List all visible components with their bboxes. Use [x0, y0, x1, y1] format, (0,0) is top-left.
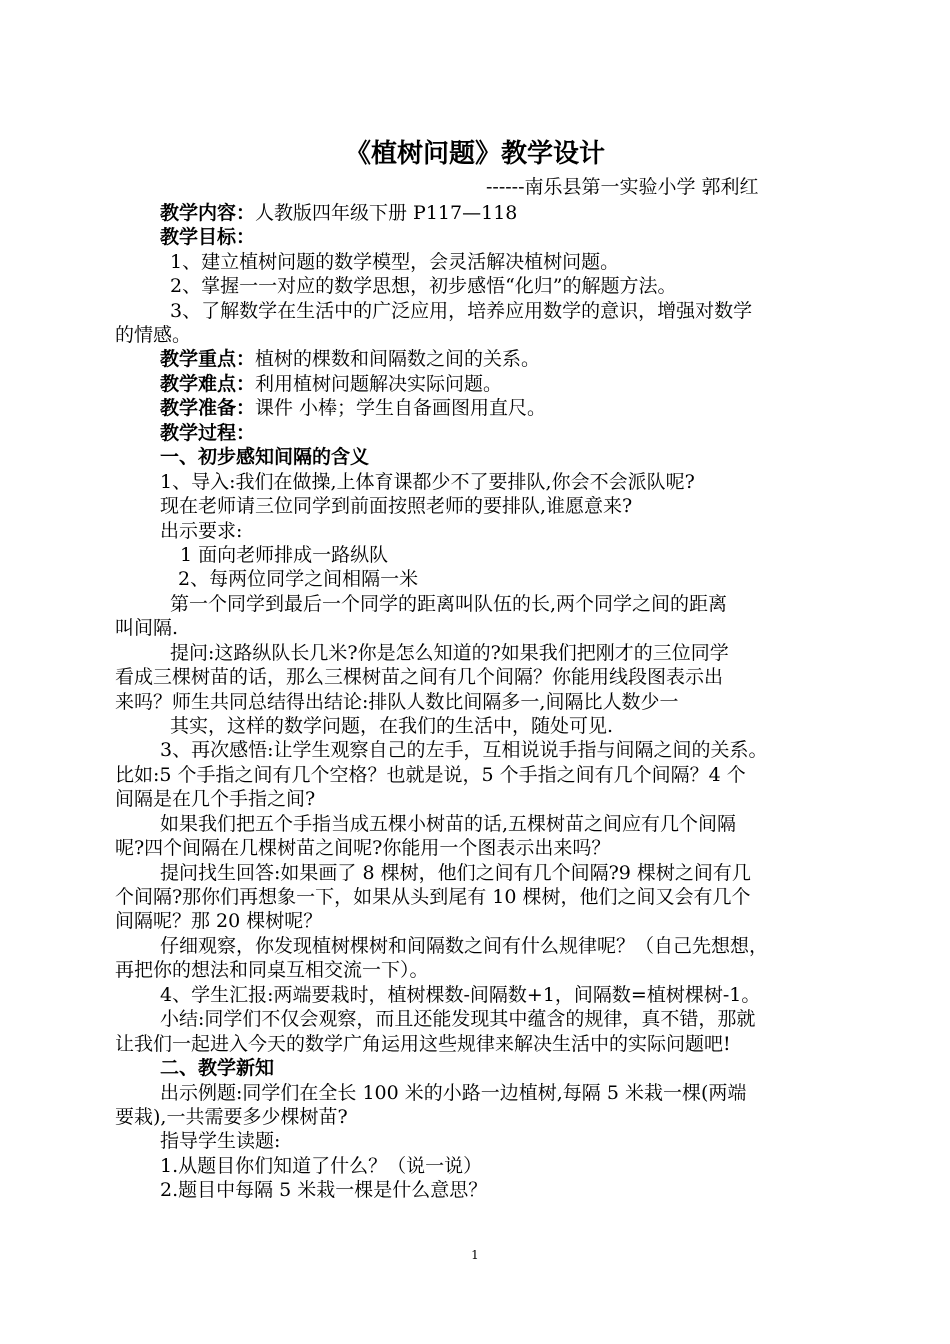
paragraph-line: 再把你的想法和同桌互相交流一下）。: [115, 959, 429, 981]
key-point-value: 植树的棵数和间隔数之间的关系。: [255, 348, 541, 370]
paragraph-line: 现在老师请三位同学到前面按照老师的要排队,谁愿意来?: [160, 495, 633, 517]
goal-2: 2、掌握一一对应的数学思想，初步感悟“化归”的解题方法。: [170, 275, 677, 297]
paragraph-line: 提问:这路纵队长几米?你是怎么知道的?如果我们把刚才的三位同学: [170, 642, 729, 664]
goals-heading: 教学目标：: [160, 226, 256, 248]
paragraph-line: 出示例题:同学们在全长 100 米的小路一边植树,每隔 5 米栽一棵(两端: [160, 1082, 747, 1104]
paragraph-line: 第一个同学到最后一个同学的距离叫队伍的长,两个同学之间的距离: [170, 593, 728, 615]
paragraph-line: 来吗？师生共同总结得出结论:排队人数比间隔多一,间隔比人数少一: [115, 691, 679, 713]
paragraph-line: 指导学生读题:: [160, 1130, 281, 1152]
paragraph-line: 出示要求:: [160, 520, 243, 542]
requirement-1: 1 面向老师排成一路纵队: [180, 544, 389, 566]
content-label: 教学内容：: [160, 202, 256, 224]
paragraph-line: 提问找生回答:如果画了 8 棵树，他们之间有几个间隔?9 棵树之间有几: [160, 862, 751, 884]
paragraph-line: 让我们一起进入今天的数学广角运用这些规律来解决生活中的实际问题吧!: [115, 1033, 731, 1055]
document-title: 《植树问题》教学设计: [344, 139, 605, 169]
paragraph-line: 比如:5 个手指之间有几个空格？也就是说，5 个手指之间有几个间隔？4 个: [115, 764, 746, 786]
preparation-line: [160, 396, 890, 420]
paragraph-line: 看成三棵树苗的话，那么三棵树苗之间有几个间隔？你能用线段图表示出: [115, 666, 724, 688]
author-line: ------南乐县第一实验小学 郭利红: [486, 176, 759, 198]
paragraph-line: 小结:同学们不仅会观察，而且还能发现其中蕴含的规律，真不错，那就: [160, 1008, 756, 1030]
paragraph-line: 要栽),一共需要多少棵树苗?: [115, 1106, 348, 1128]
paragraph-line: 个间隔?那你们再想象一下，如果从头到尾有 10 棵树，他们之间又会有几个: [115, 886, 751, 908]
process-heading: 教学过程：: [160, 422, 256, 444]
key-point-line: [160, 347, 890, 371]
paragraph-line: 1.从题目你们知道了什么？（说一说）: [160, 1155, 483, 1177]
content-line: [160, 201, 890, 225]
paragraph-line: 4、学生汇报:两端要栽时，植树棵数-间隔数+1，间隔数=植树棵树-1。: [160, 984, 761, 1006]
goal-3-line-1: 3、了解数学在生活中的广泛应用，培养应用数学的意识，增强对数学: [170, 300, 753, 322]
preparation-value: 课件 小棒；学生自备画图用直尺。: [255, 397, 547, 419]
goal-1: 1、建立植树问题的数学模型，会灵活解决植树问题。: [170, 251, 620, 273]
key-point-label: 教学重点：: [160, 348, 256, 370]
paragraph-line: 如果我们把五个手指当成五棵小树苗的话,五棵树苗之间应有几个间隔: [160, 813, 737, 835]
paragraph-line: 仔细观察，你发现植树棵树和间隔数之间有什么规律呢？（自己先想想，: [160, 935, 769, 957]
content-value: 人教版四年级下册 P117—118: [255, 202, 518, 224]
preparation-label: 教学准备：: [160, 397, 256, 419]
paragraph-line: 2.题目中每隔 5 米栽一棵是什么意思？: [160, 1179, 488, 1201]
difficulty-value: 利用植树问题解决实际问题。: [255, 373, 503, 395]
difficulty-label: 教学难点：: [160, 373, 256, 395]
paragraph-line: 3、再次感悟:让学生观察自己的左手，互相说说手指与间隔之间的关系。: [160, 739, 768, 761]
paragraph-line: 呢?四个间隔在几棵树苗之间呢?你能用一个图表示出来吗？: [115, 837, 611, 859]
page-number: 1: [471, 1248, 479, 1262]
paragraph-line: 其实，这样的数学问题，在我们的生活中，随处可见.: [170, 715, 614, 737]
paragraph-line: 1、导入:我们在做操,上体育课都少不了要排队,你会不会派队呢?: [160, 471, 695, 493]
paragraph-line: 叫间隔.: [115, 617, 179, 639]
section-2-heading: 二、教学新知: [160, 1057, 275, 1079]
requirement-2: 2、每两位同学之间相隔一米: [178, 568, 419, 590]
paragraph-line: 间隔呢？那 20 棵树呢？: [115, 910, 323, 932]
difficulty-line: [160, 372, 890, 396]
goal-3-line-2: 的情感。: [115, 324, 192, 346]
paragraph-line: 间隔是在几个手指之间?: [115, 788, 316, 810]
section-1-heading: 一、初步感知间隔的含义: [160, 446, 370, 468]
